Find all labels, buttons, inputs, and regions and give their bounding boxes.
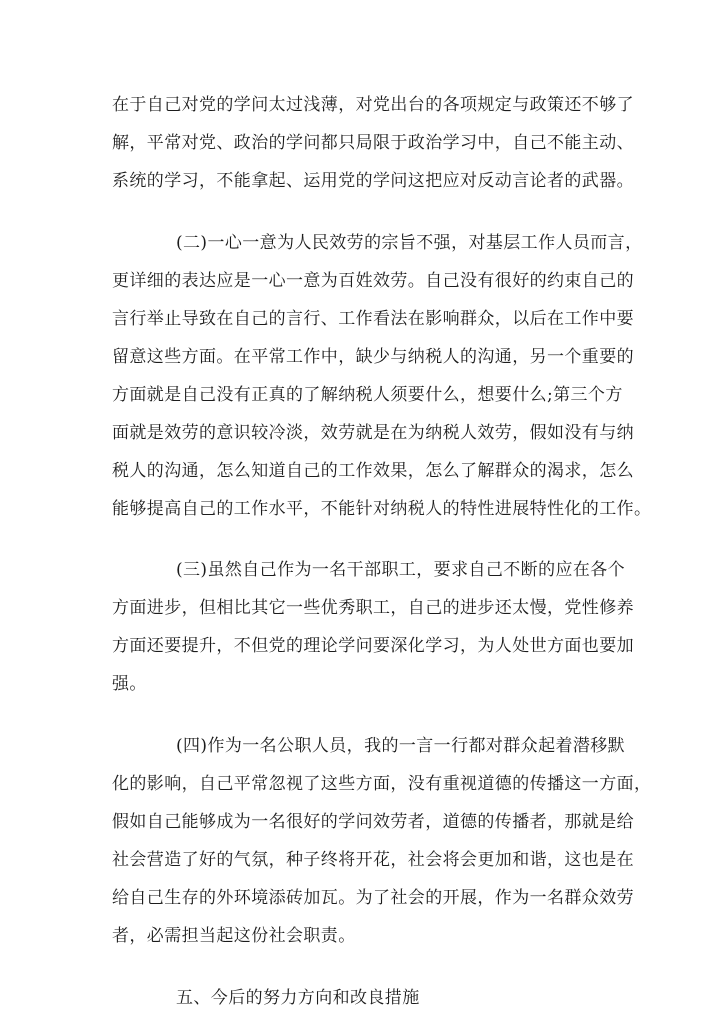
- text-line: 方面还要提升，不但党的理论学问要深化学习，为人处世方面也要加: [112, 636, 634, 656]
- text-line: 能够提高自己的工作水平，不能针对纳税人的特性进展特性化的工作。: [112, 499, 652, 519]
- text-line-indented: (二)一心一意为人民效劳的宗旨不强，对基层工作人员而言，: [176, 233, 643, 253]
- text-line: 假如自己能够成为一名很好的学问效劳者，道德的传播者，那就是给: [112, 812, 634, 832]
- text-line: 留意这些方面。在平常工作中，缺少与纳税人的沟通，另一个重要的: [112, 347, 634, 367]
- text-line: 言行举止导致在自己的言行、工作看法在影响群众，以后在工作中要: [112, 309, 634, 329]
- text-line: 社会营造了好的气氛，种子终将开花，社会将会更加和谐，这也是在: [112, 850, 634, 870]
- text-line: 系统的学习，不能拿起、运用党的学问这把应对反动言论者的武器。: [112, 171, 634, 191]
- text-line: 税人的沟通，怎么知道自己的工作效果，怎么了解群众的渴求，怎么: [112, 461, 634, 481]
- text-line: 在于自己对党的学问太过浅薄，对党出台的各项规定与政策还不够了: [112, 95, 634, 115]
- text-line: 强。: [112, 674, 147, 694]
- text-line: 给自己生存的外环境添砖加瓦。为了社会的开展，作为一名群众效劳: [112, 888, 634, 908]
- text-line: 化的影响，自己平常忽视了这些方面，没有重视道德的传播这一方面，: [112, 774, 652, 794]
- text-line: 方面进步，但相比其它一些优秀职工，自己的进步还太慢，党性修养: [112, 598, 634, 618]
- text-line: 面就是效劳的意识较冷淡，效劳就是在为纳税人效劳，假如没有与纳: [112, 423, 634, 443]
- text-line-indented: (三)虽然自己作为一名干部职工，要求自己不断的应在各个: [176, 560, 626, 580]
- text-line: 者，必需担当起这份社会职责。: [112, 926, 356, 946]
- text-line-indented: (四)作为一名公职人员，我的一言一行都对群众起着潜移默: [176, 736, 626, 756]
- text-line: 方面就是自己没有正真的了解纳税人须要什么，想要什么;第三个方: [112, 385, 623, 405]
- text-line: 解，平常对党、政治的学问都只局限于政治学习中，自己不能主动、: [112, 133, 634, 153]
- section-heading: 五、今后的努力方向和改良措施: [176, 988, 420, 1008]
- text-line: 更详细的表达应是一心一意为百姓效劳。自己没有很好的约束自己的: [112, 271, 634, 291]
